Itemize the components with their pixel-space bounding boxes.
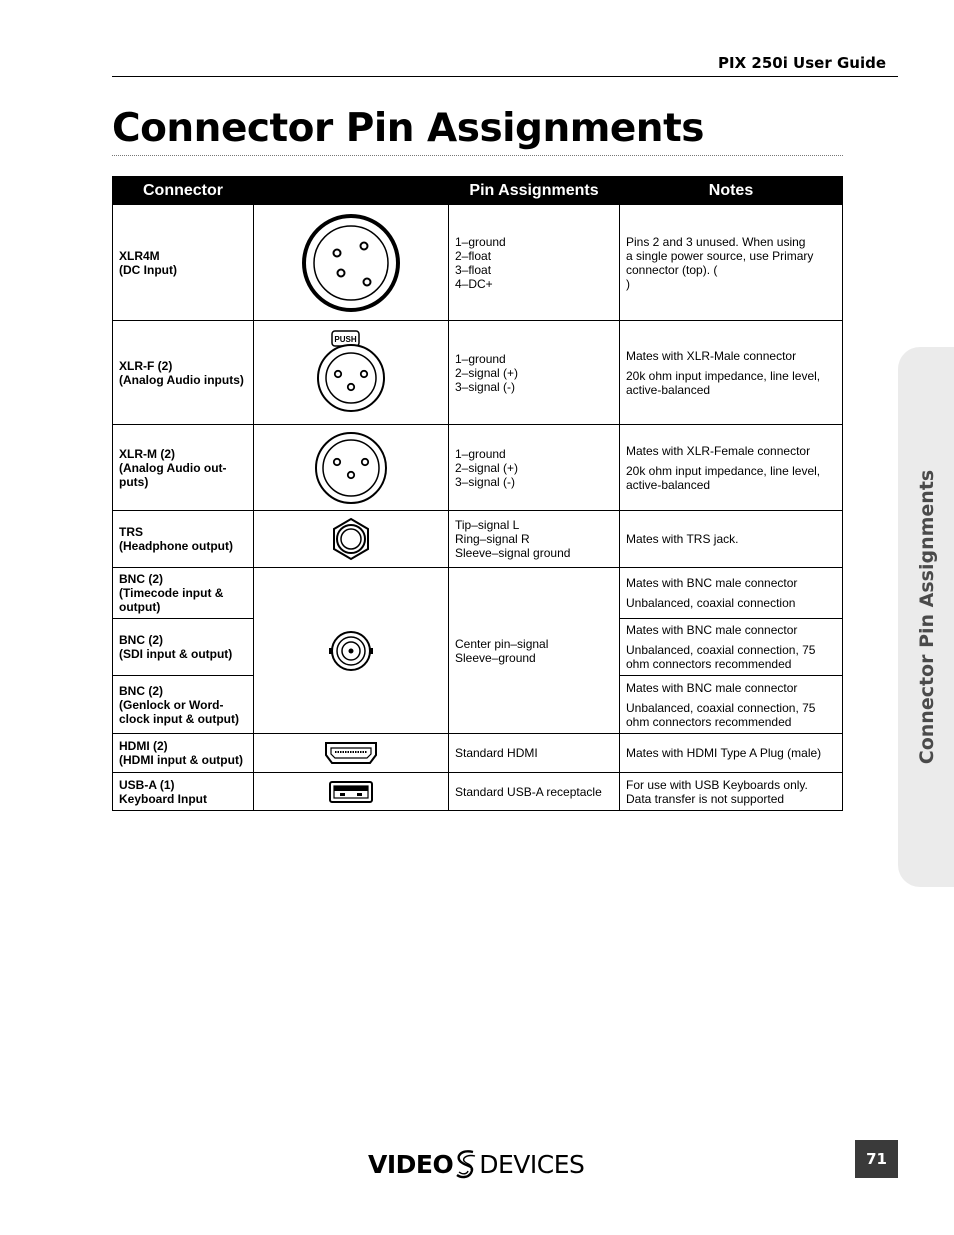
xlr4m-connector-icon: [301, 213, 401, 313]
push-latch-label: PUSH: [334, 334, 357, 344]
table-header-row: [113, 177, 843, 205]
logo-text-devices: DEVICES: [479, 1149, 585, 1179]
hdmi-port-icon: [324, 740, 378, 766]
notes-cell: [620, 676, 843, 734]
note-text: Mates with XLR-Male connector: [626, 348, 797, 363]
connector-name: BNC (2) (SDI input & output): [113, 619, 254, 676]
trs-jack-icon: [331, 517, 371, 561]
note-text: Mates with BNC male connector: [626, 623, 798, 637]
pin-assignments: 1–ground 2–float 3–float 4–DC+: [449, 205, 620, 321]
column-header-connector: Connector: [113, 177, 254, 205]
notes-cell: [620, 734, 843, 773]
notes-cell: [620, 619, 843, 676]
video-devices-logo: [368, 1148, 584, 1180]
video-devices-swirl-logo-icon: [453, 1148, 479, 1180]
note-text: For use with USB Keyboards only. Data transfer is not supported: [626, 777, 808, 806]
notes-cell: [620, 205, 843, 321]
column-header-pin-assignments: Pin Assignments: [449, 177, 620, 205]
connector-name: XLR-F (2) (Analog Audio inputs): [113, 321, 254, 425]
connector-name: HDMI (2) (HDMI input & output): [113, 734, 254, 773]
side-section-tab-label: Connector Pin Assignments: [916, 469, 938, 765]
xlr-female-connector-icon: [311, 327, 391, 419]
connector-name: BNC (2) (Timecode input & output): [113, 568, 254, 619]
connector-name: USB-A (1) Keyboard Input: [113, 773, 254, 811]
connector-name: TRS (Headphone output): [113, 511, 254, 568]
pin-assignments: Standard HDMI: [449, 734, 620, 773]
title-divider: [112, 155, 843, 156]
notes-cell: [620, 425, 843, 511]
table-row: [113, 511, 843, 568]
table-row: [113, 568, 843, 619]
table-row: [113, 321, 843, 425]
page-number: 71: [855, 1140, 898, 1178]
guide-title: PIX 250i User Guide: [718, 54, 886, 72]
pin-assignments: 1–ground 2–signal (+) 3–signal (-): [449, 425, 620, 511]
notes-cell: [620, 773, 843, 811]
connector-pin-table: [112, 176, 843, 811]
notes-cell: [620, 568, 843, 619]
table-row: [113, 773, 843, 811]
connector-name: XLR4M (DC Input): [113, 205, 254, 321]
pin-assignments: Standard USB-A receptacle: [449, 773, 620, 811]
note-text: Pins 2 and 3 unused. When using a single power source, use Primary connector (top). ( ): [626, 234, 814, 291]
table-row: [113, 205, 843, 321]
bnc-connector-icon: [328, 628, 374, 674]
note-text: Mates with HDMI Type A Plug (male): [626, 746, 822, 760]
note-text: 20k ohm input impedance, line level, active-balanced: [626, 463, 821, 492]
note-text: Unbalanced, coaxial connection: [626, 596, 796, 610]
logo-text-video: VIDEO: [368, 1149, 454, 1179]
note-text: Mates with TRS jack.: [626, 532, 739, 546]
note-text: Mates with BNC male connector: [626, 680, 798, 695]
note-text: Unbalanced, coaxial connection, 75 ohm connectors recommended: [626, 700, 816, 729]
xlr-male-connector-icon: [313, 430, 389, 506]
table-row: [113, 734, 843, 773]
column-header-notes: Notes: [620, 177, 843, 205]
table-row: [113, 425, 843, 511]
usb-a-port-icon: [328, 780, 374, 804]
note-text: Mates with XLR-Female connector: [626, 443, 811, 458]
column-header-image: [254, 177, 449, 205]
notes-cell: [620, 511, 843, 568]
pin-assignments: Center pin–signal Sleeve–ground: [449, 568, 620, 734]
connector-name: BNC (2) (Genlock or Word- clock input & output): [113, 676, 254, 734]
header-divider: [112, 76, 898, 77]
pin-assignments: 1–ground 2–signal (+) 3–signal (-): [449, 321, 620, 425]
note-text: Unbalanced, coaxial connection, 75 ohm connectors recommended: [626, 643, 816, 671]
note-text: Mates with BNC male connector: [626, 576, 798, 590]
pin-assignments: Tip–signal L Ring–signal R Sleeve–signal ground: [449, 511, 620, 568]
note-text: 20k ohm input impedance, line level, active-balanced: [626, 368, 821, 397]
connector-name: XLR-M (2) (Analog Audio out- puts): [113, 425, 254, 511]
page-title: Connector Pin Assignments: [112, 106, 704, 151]
notes-cell: [620, 321, 843, 425]
